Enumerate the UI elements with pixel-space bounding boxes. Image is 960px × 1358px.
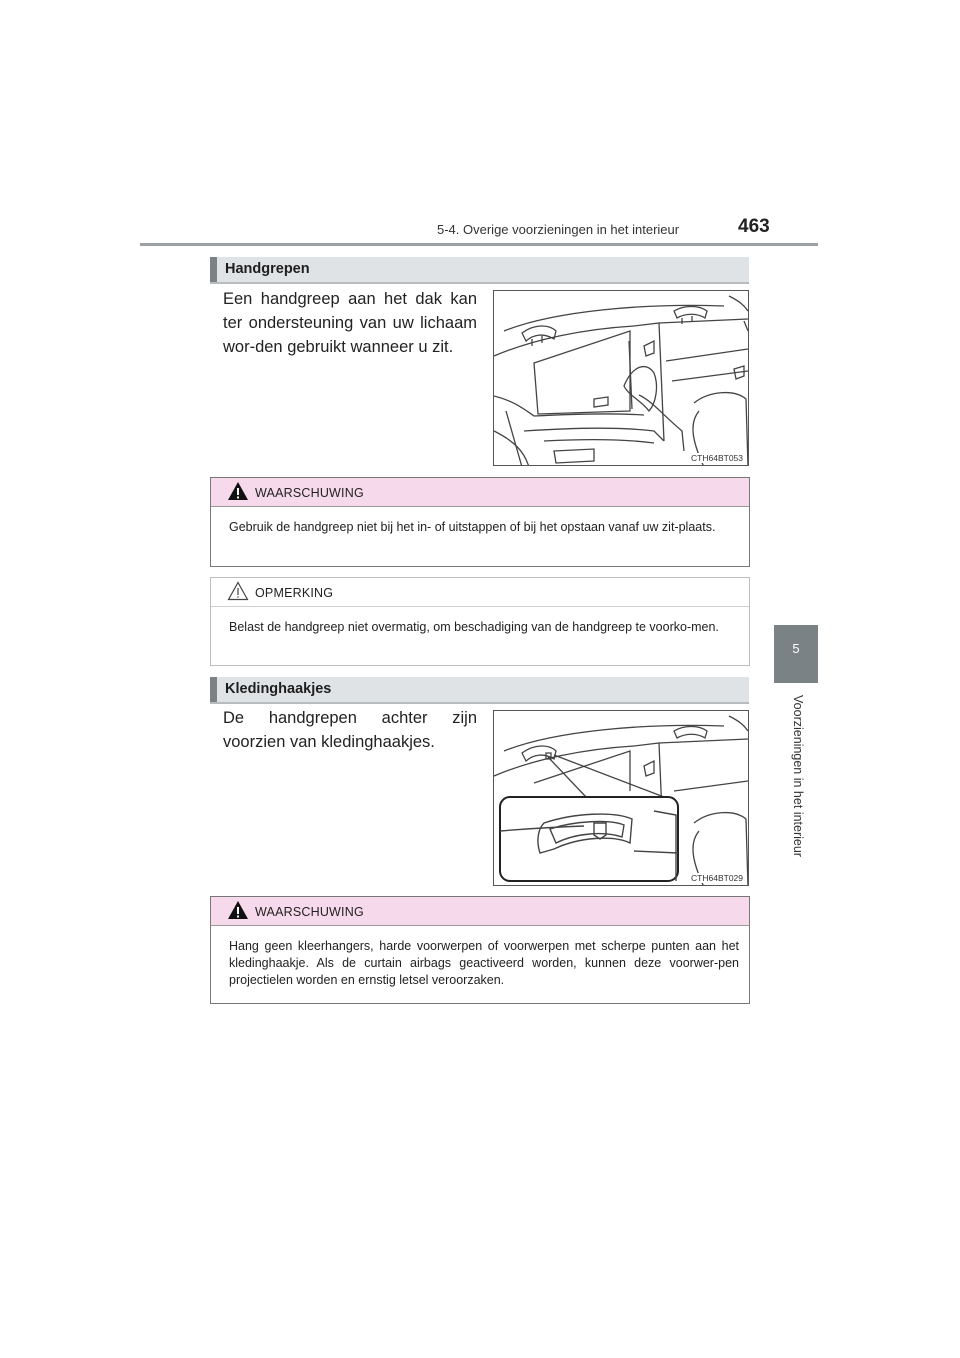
warning-header xyxy=(211,897,749,925)
notice-text: Belast de handgreep niet overmatig, om beschadiging van de handgreep te voorko-men. xyxy=(229,620,719,634)
warning-title: WAARSCHUWING xyxy=(255,905,364,919)
page-number: 463 xyxy=(738,216,770,237)
warning-text: Gebruik de handgreep niet bij het in- of uitstappen of bij het opstaan vanaf uw zit-plaats. xyxy=(229,520,716,534)
notice-title: OPMERKING xyxy=(255,586,334,600)
notice-box-handgrip xyxy=(210,577,750,666)
section-title: Kledinghaakjes xyxy=(225,681,332,697)
chapter-title: 5-4. Overige voorzieningen in het interieur xyxy=(437,222,680,237)
warning-title: WAARSCHUWING xyxy=(255,486,364,500)
section-body-text: Een handgreep aan het dak kan ter ondersteuning van uw lichaam wor-den gebruikt wanneer u zit. xyxy=(223,290,477,356)
clothing-hook-illustration xyxy=(493,710,749,886)
warning-box-handgrip xyxy=(210,477,750,567)
section-heading-handgrepen xyxy=(210,257,749,282)
header-rule xyxy=(140,243,818,246)
section-body-text: De handgrepen achter zijn voorzien van kledinghaakjes. xyxy=(223,709,477,751)
warning-box-hook xyxy=(210,896,750,1004)
figure-code: CTH64BT029 xyxy=(691,873,743,883)
notice-header xyxy=(211,578,749,607)
warning-triangle-icon xyxy=(227,900,249,920)
caution-triangle-icon xyxy=(227,581,249,601)
section-title: Handgrepen xyxy=(225,261,310,277)
section-heading-kledinghaakjes xyxy=(210,677,749,702)
chapter-side-title: Voorzieningen in het interieur xyxy=(791,695,805,857)
warning-triangle-icon xyxy=(227,481,249,501)
warning-text: Hang geen kleerhangers, harde voorwerpen of voorwerpen met scherpe punten aan het kledinghaakje. Als de curtain airbags geactiveerd worden, kunnen deze voorwer-pen projectielen worden en ernstig letsel veroorzaken. xyxy=(229,939,739,987)
car-interior-drawing xyxy=(494,291,749,466)
car-interior-hook-drawing xyxy=(494,711,749,886)
figure-code: CTH64BT053 xyxy=(691,453,743,463)
warning-header xyxy=(211,478,749,506)
assist-grip-illustration xyxy=(493,290,749,466)
chapter-tab-number: 5 xyxy=(792,641,800,656)
